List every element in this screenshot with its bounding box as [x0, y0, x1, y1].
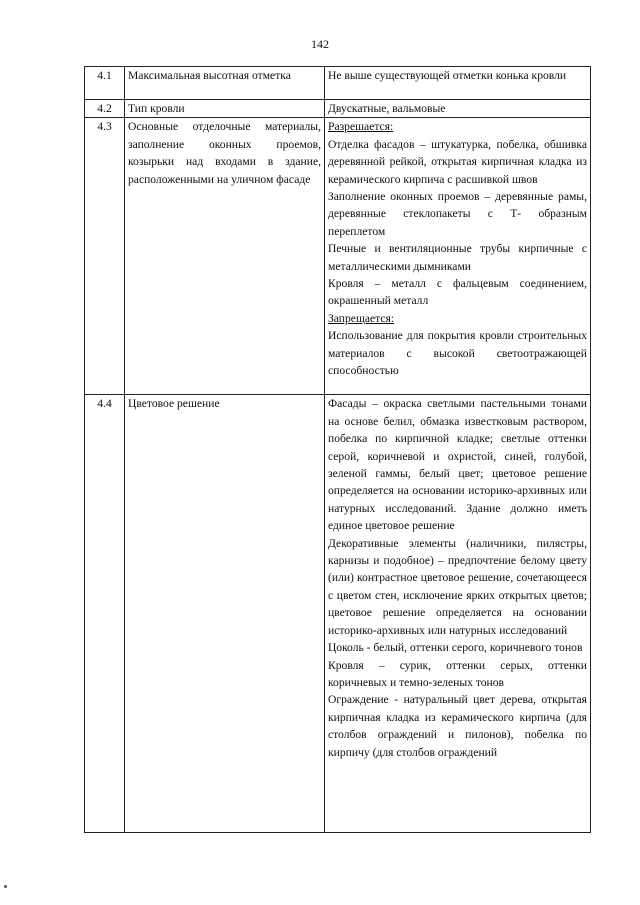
parameter-description — [325, 100, 591, 118]
description-paragraph: Декоративные элементы (наличники, пилястры, карнизы и подобное) – предпочтение белому цвету (или) контрастное цветовое решение, сочетающееся с цветом стен, исключение ярких открытых цветов; цветовое решение определяется на основании историко-архивных или натурных исследований — [328, 536, 587, 637]
description-paragraph: Заполнение оконных проемов – деревянные рамы, деревянные стеклопакеты с Т- образным переплетом — [328, 190, 587, 238]
table-row — [85, 100, 591, 118]
table-row — [85, 395, 591, 833]
description-paragraph: Фасады – окраска светлыми пастельными тонами на основе белил, обмазка известковым раствором, побелка по кирпичной кладке; светлые оттенки серой, коричневой и охристой, синей, голубой, зеленой гаммы, белый цвет; цветовое решение определяется на основании историко-архивных или натурных исследований. Здание должно иметь единое цветовое решение — [328, 397, 587, 533]
description-paragraph: Печные и вентиляционные трубы кирпичные с металлическими дымниками — [328, 242, 587, 273]
parameter-name: Основные отделочные материалы, заполнение оконных проемов, козырьки над входами в здание, расположенными на уличном фасаде — [125, 118, 325, 395]
parameter-description — [325, 395, 591, 833]
parameter-description — [325, 67, 591, 100]
table-row — [85, 118, 591, 395]
parameter-name: Тип кровли — [125, 100, 325, 118]
description-paragraph: Использование для покрытия кровли строительных материалов с высокой светоотражающей способностью — [328, 329, 587, 378]
row-number: 4.4 — [85, 395, 125, 833]
description-paragraph: Двускатные, вальмовые — [328, 102, 446, 115]
description-paragraph: Отделка фасадов – штукатурка, побелка, обшивка деревянной рейкой, открытая кирпичная кладка из керамического кирпича с расшивкой швов — [328, 137, 587, 186]
parameter-name: Цветовое решение — [125, 395, 325, 833]
parameter-description — [325, 118, 591, 395]
parameter-name: Максимальная высотная отметка — [125, 67, 325, 100]
description-paragraph: Не выше существующей отметки конька кровли — [328, 69, 567, 82]
description-paragraph: Ограждение - натуральный цвет дерева, открытая кирпичная кладка из керамического кирпича (для столбов ограждений и пилонов), побелка по кирпичу (для столбов ограждений — [328, 693, 587, 759]
regulations-table — [84, 66, 591, 833]
row-number: 4.1 — [85, 67, 125, 100]
forbidden-heading: Запрещается: — [328, 311, 395, 325]
description-paragraph: Цоколь - белый, оттенки серого, коричневого тонов — [328, 641, 583, 655]
description-paragraph: Кровля – металл с фальцевым соединением, окрашенный металл — [328, 277, 587, 308]
row-number: 4.2 — [85, 100, 125, 118]
scan-speck — [4, 885, 7, 888]
row-number: 4.3 — [85, 118, 125, 395]
description-paragraph: Кровля – сурик, оттенки серых, оттенки коричневых и темно-зеленых тонов — [328, 658, 587, 689]
allowed-heading: Разрешается: — [328, 120, 394, 134]
page-number: 142 — [311, 37, 329, 51]
table-row — [85, 67, 591, 100]
